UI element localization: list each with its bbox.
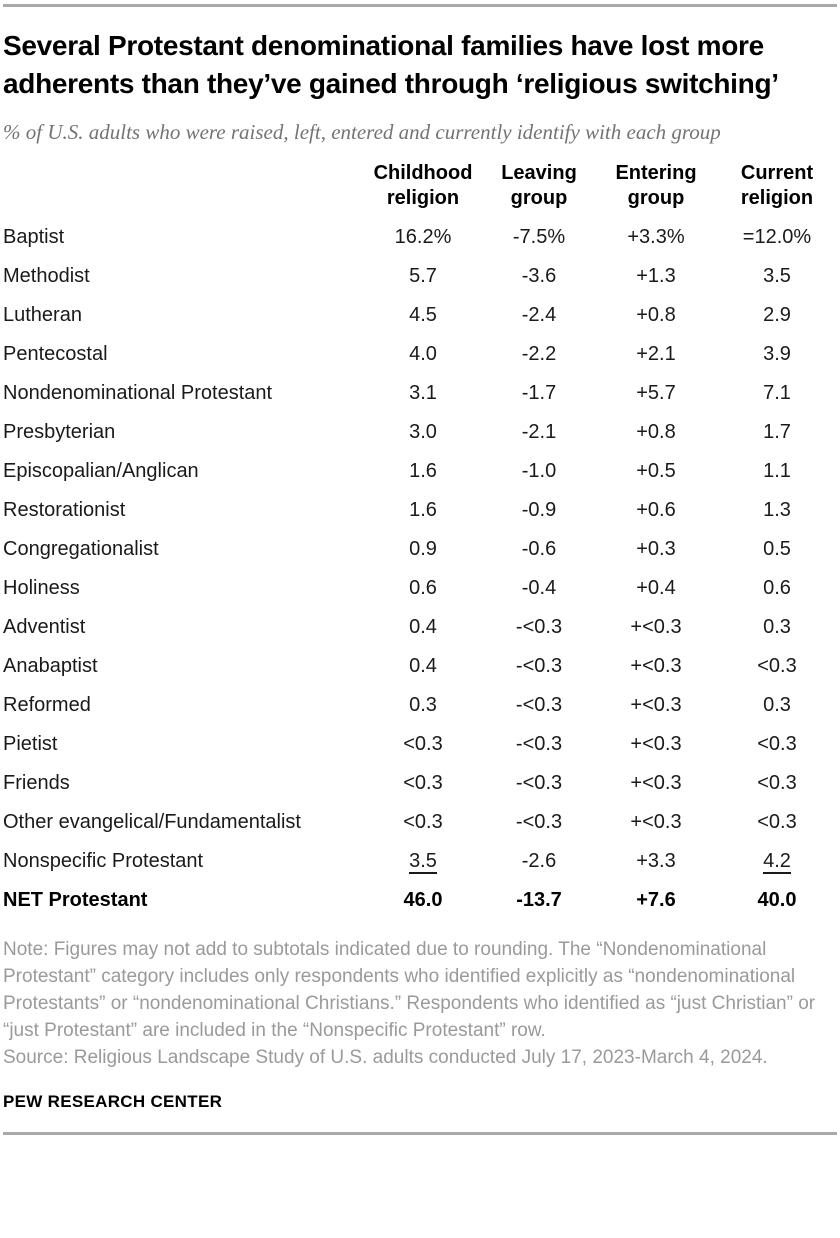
cell-value: 3.5 <box>409 849 437 872</box>
cell-value: 2.9 <box>763 304 791 326</box>
cell-leaving-group <box>483 608 595 647</box>
cell-value: +1.3 <box>636 265 676 287</box>
table-row <box>3 296 837 335</box>
cell-value: +<0.3 <box>630 655 682 677</box>
row-label: Baptist <box>3 226 65 248</box>
cell-entering-group <box>595 413 717 452</box>
cell-leaving-group <box>483 257 595 296</box>
cell-value: 1.3 <box>763 499 791 521</box>
cell-value: <0.3 <box>757 655 797 677</box>
cell-current-religion <box>717 530 837 569</box>
cell-entering-group <box>595 374 717 413</box>
row-label: NET Protestant <box>3 889 148 911</box>
cell-value: 0.6 <box>763 577 791 599</box>
cell-value: -<0.3 <box>515 811 563 833</box>
cell-childhood-religion <box>363 530 483 569</box>
cell-value: +5.7 <box>636 382 676 404</box>
cell-entering-group <box>595 530 717 569</box>
table-header <box>3 161 837 218</box>
cell-value: +0.5 <box>636 460 676 482</box>
cell-current-religion <box>717 725 837 764</box>
cell-value: 0.3 <box>409 694 437 716</box>
cell-value: +7.6 <box>636 889 676 911</box>
row-label: Nonspecific Protestant <box>3 850 204 872</box>
cell-value: +<0.3 <box>630 694 682 716</box>
cell-value: 1.1 <box>763 460 791 482</box>
column-header-childhood-religion: Childhood religion <box>373 162 473 209</box>
cell-current-religion <box>717 218 837 257</box>
cell-value: +0.8 <box>636 304 676 326</box>
cell-childhood-religion <box>363 257 483 296</box>
note-text: Note: Figures may not add to subtotals indicated due to rounding. The “Nondenominational Protestant” category includes only respondents who identified explicitly as “nondenominational Protestants” or “nondenominational Christians.” Respondents who identified as “just Christian” or “just Protestant” are included in the “Nonspecific Protestant” row. <box>3 939 816 1041</box>
cell-value: -1.0 <box>521 460 557 482</box>
cell-current-religion <box>717 491 837 530</box>
cell-current-religion <box>717 764 837 803</box>
cell-entering-group <box>595 725 717 764</box>
cell-value: 3.0 <box>409 421 437 443</box>
cell-current-religion <box>717 413 837 452</box>
row-label: Episcopalian/Anglican <box>3 460 199 482</box>
cell-childhood-religion <box>363 725 483 764</box>
cell-value: 1.6 <box>409 460 437 482</box>
cell-value: =12.0% <box>742 226 812 248</box>
table-body <box>3 218 837 920</box>
table-row <box>3 647 837 686</box>
cell-value: <0.3 <box>403 733 443 755</box>
cell-leaving-group <box>483 413 595 452</box>
pew-research-center-branding: PEW RESEARCH CENTER <box>3 1092 223 1111</box>
cell-leaving-group <box>483 881 595 920</box>
row-label: Nondenominational Protestant <box>3 382 273 404</box>
cell-value: -2.4 <box>521 304 557 326</box>
cell-leaving-group <box>483 218 595 257</box>
cell-entering-group <box>595 647 717 686</box>
cell-current-religion <box>717 257 837 296</box>
row-label: Pietist <box>3 733 58 755</box>
top-rule <box>3 4 837 7</box>
cell-childhood-religion <box>363 569 483 608</box>
cell-value: 4.0 <box>409 343 437 365</box>
table-row <box>3 374 837 413</box>
cell-entering-group <box>595 491 717 530</box>
cell-value: +3.3 <box>636 850 676 872</box>
cell-childhood-religion <box>363 881 483 920</box>
cell-entering-group <box>595 803 717 842</box>
cell-value: -0.4 <box>521 577 557 599</box>
table-row <box>3 686 837 725</box>
cell-childhood-religion <box>363 764 483 803</box>
cell-value: <0.3 <box>403 772 443 794</box>
cell-value: 4.5 <box>409 304 437 326</box>
cell-leaving-group <box>483 725 595 764</box>
cell-leaving-group <box>483 296 595 335</box>
cell-value: <0.3 <box>757 733 797 755</box>
cell-value: -2.1 <box>521 421 557 443</box>
cell-current-religion <box>717 335 837 374</box>
cell-current-religion <box>717 569 837 608</box>
cell-value: -0.9 <box>521 499 557 521</box>
table-row <box>3 608 837 647</box>
row-label: Friends <box>3 772 70 794</box>
cell-value: 0.3 <box>763 616 791 638</box>
cell-entering-group <box>595 218 717 257</box>
cell-value: -2.2 <box>521 343 557 365</box>
figure-subtitle: % of U.S. adults who were raised, left, entered and currently identify with each group <box>3 120 721 144</box>
row-label: Presbyterian <box>3 421 116 443</box>
cell-childhood-religion <box>363 374 483 413</box>
cell-leaving-group <box>483 452 595 491</box>
cell-entering-group <box>595 569 717 608</box>
cell-value: -<0.3 <box>515 616 563 638</box>
cell-current-religion <box>717 374 837 413</box>
cell-childhood-religion <box>363 452 483 491</box>
cell-value: -<0.3 <box>515 733 563 755</box>
cell-entering-group <box>595 335 717 374</box>
cell-value: 3.5 <box>763 265 791 287</box>
cell-leaving-group <box>483 335 595 374</box>
cell-value: 4.2 <box>763 849 791 872</box>
cell-leaving-group <box>483 803 595 842</box>
cell-value: 16.2% <box>394 226 452 248</box>
table-row <box>3 218 837 257</box>
cell-childhood-religion <box>363 413 483 452</box>
cell-childhood-religion <box>363 608 483 647</box>
religious-switching-table <box>3 161 837 920</box>
cell-leaving-group <box>483 569 595 608</box>
cell-value: +0.8 <box>636 421 676 443</box>
cell-childhood-religion <box>363 803 483 842</box>
cell-leaving-group <box>483 647 595 686</box>
source-text: Source: Religious Landscape Study of U.S. adults conducted July 17, 2023-March 4, 2024. <box>3 1047 768 1068</box>
cell-leaving-group <box>483 686 595 725</box>
row-label: Holiness <box>3 577 80 599</box>
cell-value: +<0.3 <box>630 811 682 833</box>
column-header-leaving-group: Leaving group <box>501 162 577 209</box>
column-header-entering-group: Entering group <box>615 162 697 209</box>
row-label: Reformed <box>3 694 91 716</box>
row-label: Lutheran <box>3 304 82 326</box>
cell-value: 46.0 <box>403 889 443 911</box>
row-label: Other evangelical/Fundamentalist <box>3 811 301 833</box>
cell-value: -<0.3 <box>515 694 563 716</box>
cell-value: 3.1 <box>409 382 437 404</box>
cell-entering-group <box>595 842 717 881</box>
cell-value: -<0.3 <box>515 772 563 794</box>
table-row <box>3 803 837 842</box>
column-header-group <box>3 161 363 218</box>
cell-value: -0.6 <box>521 538 557 560</box>
cell-value: 0.4 <box>409 655 437 677</box>
table-row <box>3 569 837 608</box>
cell-value: 1.7 <box>763 421 791 443</box>
cell-value: -2.6 <box>521 850 557 872</box>
cell-childhood-religion <box>363 842 483 881</box>
row-label: Methodist <box>3 265 90 287</box>
cell-value: 0.3 <box>763 694 791 716</box>
cell-value: <0.3 <box>757 811 797 833</box>
table-row <box>3 413 837 452</box>
cell-current-religion <box>717 647 837 686</box>
cell-childhood-religion <box>363 491 483 530</box>
cell-value: +<0.3 <box>630 616 682 638</box>
cell-leaving-group <box>483 530 595 569</box>
cell-value: 3.9 <box>763 343 791 365</box>
cell-entering-group <box>595 764 717 803</box>
cell-current-religion <box>717 452 837 491</box>
cell-value: -1.7 <box>521 382 557 404</box>
row-label: Anabaptist <box>3 655 98 677</box>
footnotes <box>3 936 837 1071</box>
cell-current-religion <box>717 608 837 647</box>
cell-childhood-religion <box>363 296 483 335</box>
cell-childhood-religion <box>363 218 483 257</box>
cell-entering-group <box>595 686 717 725</box>
cell-current-religion <box>717 881 837 920</box>
table-row <box>3 452 837 491</box>
cell-value: 0.6 <box>409 577 437 599</box>
cell-childhood-religion <box>363 647 483 686</box>
cell-value: 1.6 <box>409 499 437 521</box>
table-row <box>3 842 837 881</box>
table-row <box>3 530 837 569</box>
table-row <box>3 335 837 374</box>
cell-value: -7.5% <box>512 226 566 248</box>
row-label: Congregationalist <box>3 538 159 560</box>
cell-leaving-group <box>483 764 595 803</box>
cell-value: +0.6 <box>636 499 676 521</box>
cell-value: 0.9 <box>409 538 437 560</box>
cell-value: +0.4 <box>636 577 676 599</box>
table-row <box>3 257 837 296</box>
table-row <box>3 881 837 920</box>
row-label: Pentecostal <box>3 343 108 365</box>
cell-value: 0.4 <box>409 616 437 638</box>
cell-value: +2.1 <box>636 343 676 365</box>
figure-container <box>0 4 840 1135</box>
header-row <box>3 161 837 218</box>
page-title: Several Protestant denominational families have lost more adherents than they’ve gained through ‘religious switching’ <box>3 30 779 99</box>
cell-leaving-group <box>483 374 595 413</box>
cell-value: <0.3 <box>757 772 797 794</box>
cell-current-religion <box>717 686 837 725</box>
cell-value: 5.7 <box>409 265 437 287</box>
cell-value: 40.0 <box>757 889 797 911</box>
row-label: Restorationist <box>3 499 126 521</box>
cell-value: +<0.3 <box>630 772 682 794</box>
cell-value: -13.7 <box>516 889 562 911</box>
cell-entering-group <box>595 452 717 491</box>
cell-value: +<0.3 <box>630 733 682 755</box>
table-row <box>3 725 837 764</box>
cell-entering-group <box>595 296 717 335</box>
cell-value: -<0.3 <box>515 655 563 677</box>
cell-leaving-group <box>483 842 595 881</box>
bottom-rule <box>3 1132 837 1135</box>
cell-childhood-religion <box>363 335 483 374</box>
cell-current-religion <box>717 296 837 335</box>
cell-leaving-group <box>483 491 595 530</box>
cell-value: +3.3% <box>627 226 685 248</box>
row-label: Adventist <box>3 616 86 638</box>
cell-value: 7.1 <box>763 382 791 404</box>
cell-value: <0.3 <box>403 811 443 833</box>
cell-value: +0.3 <box>636 538 676 560</box>
table-row <box>3 764 837 803</box>
cell-current-religion <box>717 803 837 842</box>
cell-childhood-religion <box>363 686 483 725</box>
cell-value: -3.6 <box>521 265 557 287</box>
column-header-current-religion: Current religion <box>740 162 814 209</box>
cell-entering-group <box>595 608 717 647</box>
cell-entering-group <box>595 257 717 296</box>
cell-value: 0.5 <box>763 538 791 560</box>
cell-current-religion <box>717 842 837 881</box>
cell-entering-group <box>595 881 717 920</box>
table-row <box>3 491 837 530</box>
